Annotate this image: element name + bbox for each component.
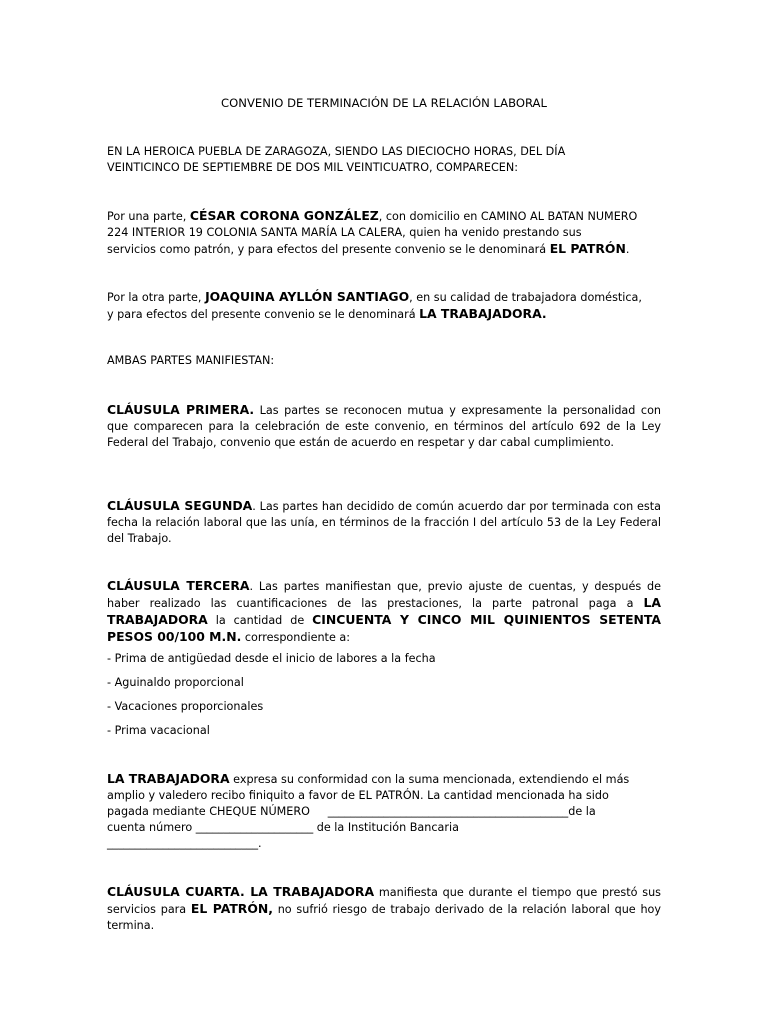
conformidad-line-1 bbox=[107, 771, 661, 788]
clausula-tercera-text: la cantidad de bbox=[207, 614, 313, 627]
clausula-primera bbox=[107, 402, 661, 451]
conformidad-paragraph bbox=[107, 771, 661, 852]
ambas-partes-heading: AMBAS PARTES MANIFIESTAN: bbox=[107, 354, 275, 367]
clausula-cuarta-text: no sufrió riesgo de trabajo derivado de la relación laboral que hoy termina. bbox=[107, 903, 661, 932]
trabajadora-line-1 bbox=[107, 289, 661, 306]
trabajadora-paragraph bbox=[107, 289, 661, 323]
patron-name: CÉSAR CORONA GONZÁLEZ bbox=[189, 208, 379, 223]
list-item: - Prima vacacional bbox=[107, 724, 210, 737]
clausula-tercera-text: correspondiente a: bbox=[241, 631, 351, 644]
conformidad-line-3: pagada mediante CHEQUE NÚMERO ___________________________________________de la bbox=[107, 805, 596, 818]
clausula-cuarta bbox=[107, 884, 661, 934]
trabajadora-text: y para efectos del presente convenio se le denominará bbox=[107, 308, 420, 321]
patron-text: Por una parte, bbox=[107, 210, 190, 223]
patron-text: . bbox=[625, 243, 630, 256]
clausula-segunda-heading: CLÁUSULA SEGUNDA bbox=[107, 498, 253, 513]
trabajadora-line-2 bbox=[107, 306, 661, 323]
conformidad-line-4: cuenta número _____________________ de la Institución Bancaria bbox=[107, 821, 459, 834]
conformidad-line-5: ___________________________. bbox=[107, 837, 262, 850]
trabajadora-role: LA TRABAJADORA. bbox=[419, 306, 547, 321]
patron-text: , con domicilio en CAMINO AL BATAN NUMERO bbox=[378, 210, 638, 223]
clausula-tercera-bold: LA TRABAJADORA bbox=[107, 595, 661, 627]
clausula-primera-text: Las partes se reconocen mutua y expresamente la personalidad con que comparecen para la celebración de este convenio, en términos del artículo 692 de la Ley Federal del Trabajo, convenio que están de acuerdo en respetar y dar cabal cumplimiento. bbox=[107, 404, 662, 449]
patron-paragraph bbox=[107, 208, 661, 258]
intro-paragraph bbox=[107, 144, 661, 176]
intro-line-2: VEINTICINCO DE SEPTIEMBRE DE DOS MIL VEINTICUATRO, COMPARECEN: bbox=[107, 161, 518, 174]
clausula-tercera-heading: CLÁUSULA TERCERA bbox=[107, 578, 250, 593]
trabajadora-name: JOAQUINA AYLLÓN SANTIAGO bbox=[205, 289, 410, 304]
clausula-cuarta-bold: LA TRABAJADORA bbox=[244, 884, 375, 899]
list-item: - Prima de antigüedad desde el inicio de labores a la fecha bbox=[107, 652, 436, 665]
conformidad-line-2: amplio y valedero recibo finiquito a favor de EL PATRÓN. La cantidad mencionada ha sido bbox=[107, 789, 609, 802]
document-title: CONVENIO DE TERMINACIÓN DE LA RELACIÓN LABORAL bbox=[221, 96, 547, 110]
clausula-cuarta-heading: CLÁUSULA CUARTA. bbox=[107, 884, 245, 899]
trabajadora-text: Por la otra parte, bbox=[107, 291, 206, 304]
clausula-tercera bbox=[107, 578, 661, 646]
conformidad-text: expresa su conformidad con la suma mencionada, extendiendo el más bbox=[229, 773, 630, 786]
patron-text: servicios como patrón, y para efectos del presente convenio se le denominará bbox=[107, 243, 550, 256]
list-item: - Vacaciones proporcionales bbox=[107, 700, 264, 713]
trabajadora-text: , en su calidad de trabajadora doméstica, bbox=[409, 291, 642, 304]
intro-line-1: EN LA HEROICA PUEBLA DE ZARAGOZA, SIENDO LAS DIECIOCHO HORAS, DEL DÍA bbox=[107, 145, 566, 158]
clausula-cuarta-text: manifiesta que durante el tiempo que prestó sus servicios para bbox=[107, 886, 662, 916]
conformidad-bold: LA TRABAJADORA bbox=[107, 771, 230, 786]
patron-line-1 bbox=[107, 208, 661, 225]
clausula-tercera-amount: CINCUENTA Y CINCO MIL QUINIENTOS SETENTA PESOS 00/100 M.N. bbox=[107, 612, 661, 644]
clausula-tercera-text: . Las partes manifiestan que, previo ajuste de cuentas, y después de haber realizado las cuantificaciones de las prestaciones, la parte patronal paga a bbox=[107, 580, 661, 610]
patron-line-3 bbox=[107, 241, 661, 258]
list-item: - Aguinaldo proporcional bbox=[107, 676, 244, 689]
patron-role: EL PATRÓN bbox=[549, 241, 626, 256]
clausula-cuarta-bold: EL PATRÓN, bbox=[190, 901, 273, 916]
clausula-segunda-text: . Las partes han decidido de común acuerdo dar por terminada con esta fecha la relación laboral que las unía, en términos de la fracción I del artículo 53 de la Ley Federal del Trabajo. bbox=[107, 500, 662, 545]
patron-line-2: 224 INTERIOR 19 COLONIA SANTA MARÍA LA CALERA, quien ha venido prestando sus bbox=[107, 226, 582, 239]
clausula-segunda bbox=[107, 498, 661, 547]
clausula-primera-heading: CLÁUSULA PRIMERA. bbox=[107, 402, 255, 417]
